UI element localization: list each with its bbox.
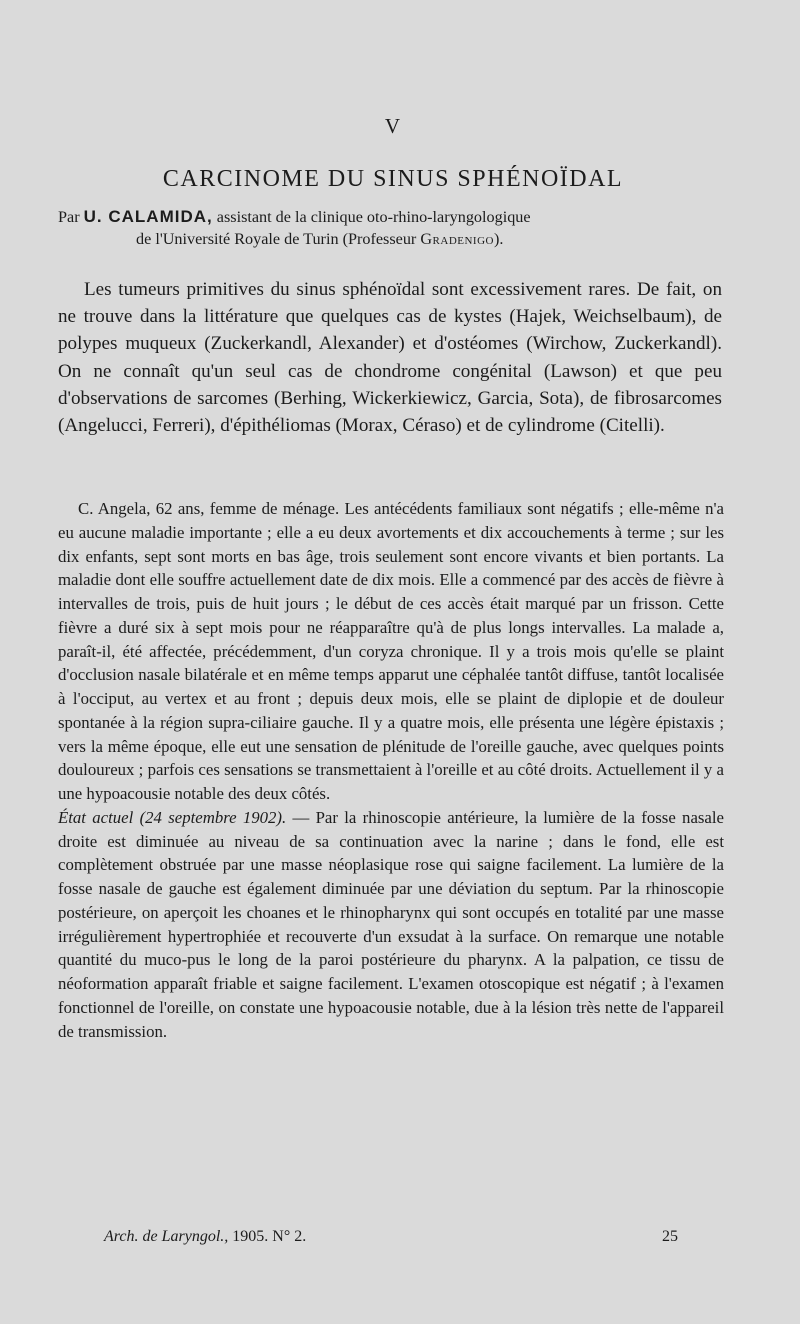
status-paragraph: — Par la rhinoscopie antérieure, la lumière de la fosse nasale droite est diminuée au niveau de sa continuation avec la narine ; dans le fond, elle est complètement obstruée par une masse néoplasique rose qui saigne facilement. La lumière de la fosse nasale de gauche est également diminuée par une déviation du septum. Par la rhinoscopie postérieure, on aperçoit les choanes et le rhinopharynx qui sont occupés en totalité par une masse irrégulièrement hypertrophiée et recouverte d'un exsudat à la surface. On remarque une notable quantité du muco-pus le long de la paroi postérieure du pharynx. A la palpation, ce tissu de néoformation apparaît friable et saigne facilement. L'examen otoscopique est négatif ; à l'examen fonctionnel de l'oreille, on constate une hypoacousie notable, due à la lésion très nette de l'appareil de transmission.	[58, 807, 724, 1041]
intro-paragraph: Les tumeurs primitives du sinus sphénoïdal sont excessivement rares. De fait, on ne trouve dans la littérature que quelques cas de kystes (Hajek, Weichselbaum), de polypes muqueux (Zuckerkandl, Alexander) et d'ostéomes (Wirchow, Zuckerkandl). On ne connaît qu'un seul cas de chondrome congénital (Lawson) et que peu d'observations de sarcomes (Berhing, Wickerkiewicz, Garcia, Sota), de fibrosarcomes (Angelucci, Ferreri), d'épithéliomas (Morax, Céraso) et de cylindrome (Citelli).	[58, 279, 722, 437]
status-label: État actuel	[58, 807, 134, 827]
case-history-paragraph: C. Angela, 62 ans, femme de ménage. Les antécédents familiaux sont négatifs ; elle-même n'a eu aucune maladie importante ; elle a eu deux avortements et dix accouchements à terme ; sur les dix enfants, sept sont morts en bas âge, trois seulement sont encore vivants et bien portants. La maladie dont elle souffre actuellement date de dix mois. Elle a commencé par des accès de fièvre à intervalles de trois, puis de huit jours ; le début de ces accès était marqué par un frisson. Cette fièvre a duré six à sept mois pour ne réapparaître qu'à de plus longs intervalles. La malade a, paraît-il, été affectée, précédemment, d'un coryza chronique. Il y a trois mois qu'elle se plaint d'occlusion nasale bilatérale et en même temps apparut une céphalée tantôt diffuse, tantôt localisée à l'occiput, au vertex et au front ; depuis deux mois, elle se plaint de diplopie et de douleur spontanée à la région supra-ciliaire gauche. Il y a quatre mois, elle présenta une légère épistaxis ; vers la même époque, elle eut une sensation de plénitude de l'oreille gauche, avec quelques points douloureux ; parfois ces sensations se transmettaient à l'oreille et au côté droits. Actuellement il y a une hypoacousie notable des deux côtés.	[58, 499, 724, 803]
affiliation-closing: ).	[494, 230, 504, 248]
journal-name: Arch. de Laryngol.,	[104, 1228, 229, 1245]
status-date: (24 septembre 1902).	[139, 807, 287, 827]
journal-issue: 1905. N° 2.	[232, 1228, 307, 1245]
case-report	[58, 497, 724, 1043]
article-title: CARCINOME DU SINUS SPHÉNOÏDAL	[162, 166, 624, 192]
byline	[58, 206, 728, 250]
author-name: U. CALAMIDA,	[83, 207, 213, 226]
page-footer	[104, 1228, 678, 1246]
page-number: 25	[662, 1228, 678, 1245]
affiliation-line-1: assistant de la clinique oto-rhino-laryngologique	[216, 208, 531, 226]
journal-citation	[104, 1228, 306, 1246]
affiliation-line-2	[58, 228, 728, 250]
affiliation-institution: de l'Université Royale de Turin (Professeur	[136, 230, 417, 248]
professor-name: Gradenigo	[420, 230, 494, 248]
byline-prefix: Par	[58, 208, 80, 226]
chapter-numeral: V	[384, 114, 402, 138]
